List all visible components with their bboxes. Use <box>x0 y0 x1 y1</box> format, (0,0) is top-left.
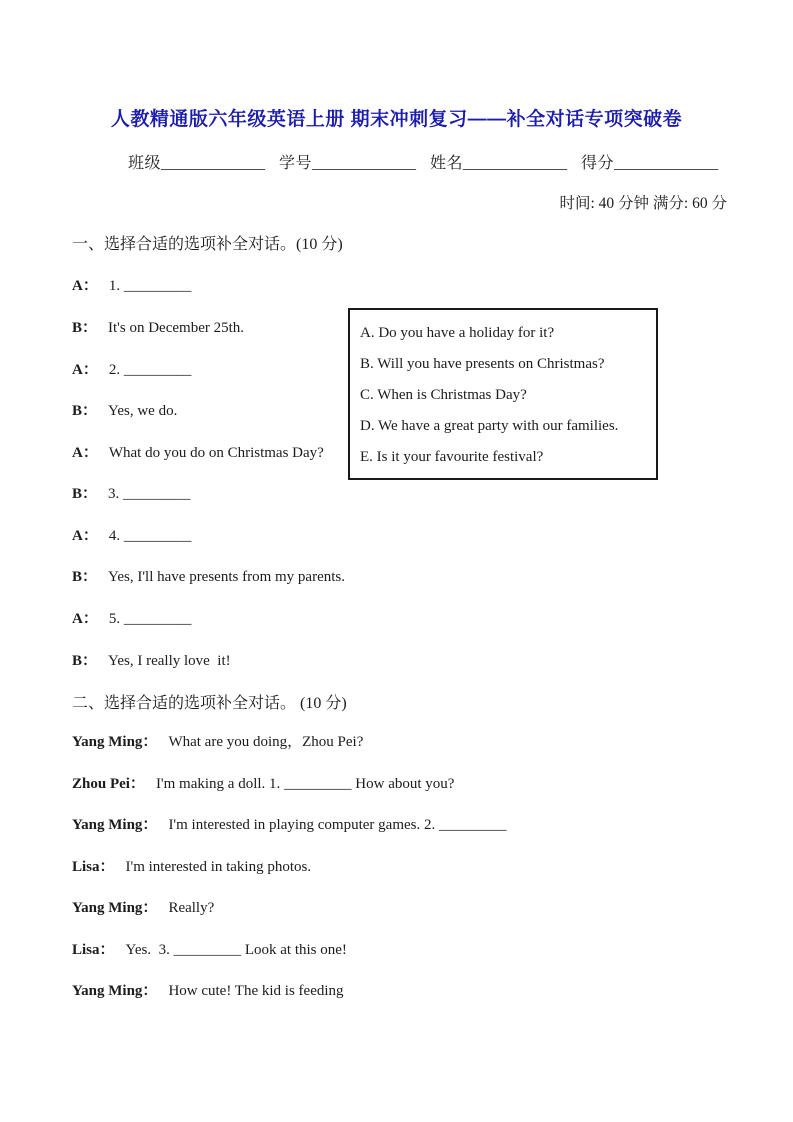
field-student-number-label: 学号 <box>279 155 313 172</box>
dialogue-line <box>72 443 324 464</box>
field-student-number-blank: _____________ <box>312 155 417 172</box>
dialogue-line <box>72 857 311 878</box>
dialogue-line <box>72 484 191 505</box>
dialogue-text: Yes, I really love it! <box>108 653 231 669</box>
field-score-blank: _____________ <box>614 155 719 172</box>
dialogue-text: 4. _________ <box>108 528 192 544</box>
dialogue-line <box>72 651 231 672</box>
dialogue-line <box>72 815 507 836</box>
dialogue-text: 2. _________ <box>108 362 192 378</box>
speaker-label: A： <box>72 528 98 544</box>
speaker-label: B： <box>72 653 98 669</box>
dialogue-text: How cute! The kid is feeding <box>168 983 344 999</box>
header-fields-row <box>128 150 728 173</box>
option-b: B. Will you have presents on Christmas? <box>360 356 605 372</box>
speaker-label: A： <box>72 278 98 294</box>
dialogue-text: I'm interested in playing computer games. 2. _________ <box>168 817 507 833</box>
field-name-blank: _____________ <box>463 155 568 172</box>
dialogue-line <box>72 981 344 1002</box>
speaker-label: Yang Ming： <box>72 900 158 916</box>
dialogue-line <box>72 401 177 422</box>
field-score-label: 得分 <box>581 155 615 172</box>
speaker-label: Lisa： <box>72 859 115 875</box>
dialogue-text: 5. _________ <box>108 611 192 627</box>
options-box <box>348 308 658 480</box>
dialogue-line <box>72 567 345 588</box>
section-one-heading: 一、选择合适的选项补全对话。(10 分) <box>72 236 343 253</box>
speaker-label: Yang Ming： <box>72 734 158 750</box>
field-class-label: 班级 <box>128 155 162 172</box>
dialogue-text: Yes, we do. <box>108 403 178 419</box>
dialogue-line <box>72 526 191 547</box>
dialogue-text: 1. _________ <box>108 278 192 294</box>
dialogue-line <box>72 732 363 753</box>
speaker-label: Yang Ming： <box>72 983 158 999</box>
dialogue-text: It's on December 25th. <box>108 320 245 336</box>
speaker-label: B： <box>72 320 98 336</box>
speaker-label: A： <box>72 611 98 627</box>
dialogue-text: What are you doing，Zhou Pei? <box>168 734 364 750</box>
option-e: E. Is it your favourite festival? <box>360 449 544 465</box>
dialogue-line <box>72 940 347 961</box>
field-name-label: 姓名 <box>430 155 464 172</box>
dialogue-line <box>72 774 454 795</box>
speaker-label: B： <box>72 569 98 585</box>
dialogue-line <box>72 318 244 339</box>
speaker-label: Zhou Pei： <box>72 776 145 792</box>
field-class <box>128 155 265 172</box>
dialogue-line <box>72 609 191 630</box>
option-d: D. We have a great party with our families. <box>360 418 619 434</box>
field-class-blank: _____________ <box>161 155 266 172</box>
dialogue-line <box>72 898 214 919</box>
field-score <box>581 155 718 172</box>
field-name <box>430 155 567 172</box>
option-a: A. Do you have a holiday for it? <box>360 325 555 341</box>
speaker-label: A： <box>72 362 98 378</box>
dialogue-text: I'm interested in taking photos. <box>125 859 312 875</box>
speaker-label: B： <box>72 403 98 419</box>
dialogue-text: 3. _________ <box>108 486 191 502</box>
dialogue-text: Yes, I'll have presents from my parents. <box>108 569 345 585</box>
speaker-label: Lisa： <box>72 942 115 958</box>
section-two-heading: 二、选择合适的选项补全对话。 (10 分) <box>72 695 347 712</box>
speaker-label: B： <box>72 486 98 502</box>
page-title: 人教精通版六年级英语上册 期末冲刺复习——补全对话专项突破卷 <box>110 109 683 130</box>
dialogue-line <box>72 276 191 297</box>
field-student-number <box>279 155 416 172</box>
dialogue-text: I'm making a doll. 1. _________ How about you? <box>155 776 455 792</box>
dialogue-text: What do you do on Christmas Day? <box>108 445 324 461</box>
dialogue-line <box>72 360 191 381</box>
speaker-label: Yang Ming： <box>72 817 158 833</box>
dialogue-text: Really? <box>168 900 215 916</box>
speaker-label: A： <box>72 445 98 461</box>
option-c: C. When is Christmas Day? <box>360 387 527 403</box>
time-and-score-line: 时间: 40 分钟 满分: 60 分 <box>559 195 727 212</box>
dialogue-text: Yes. 3. _________ Look at this one! <box>125 942 347 958</box>
